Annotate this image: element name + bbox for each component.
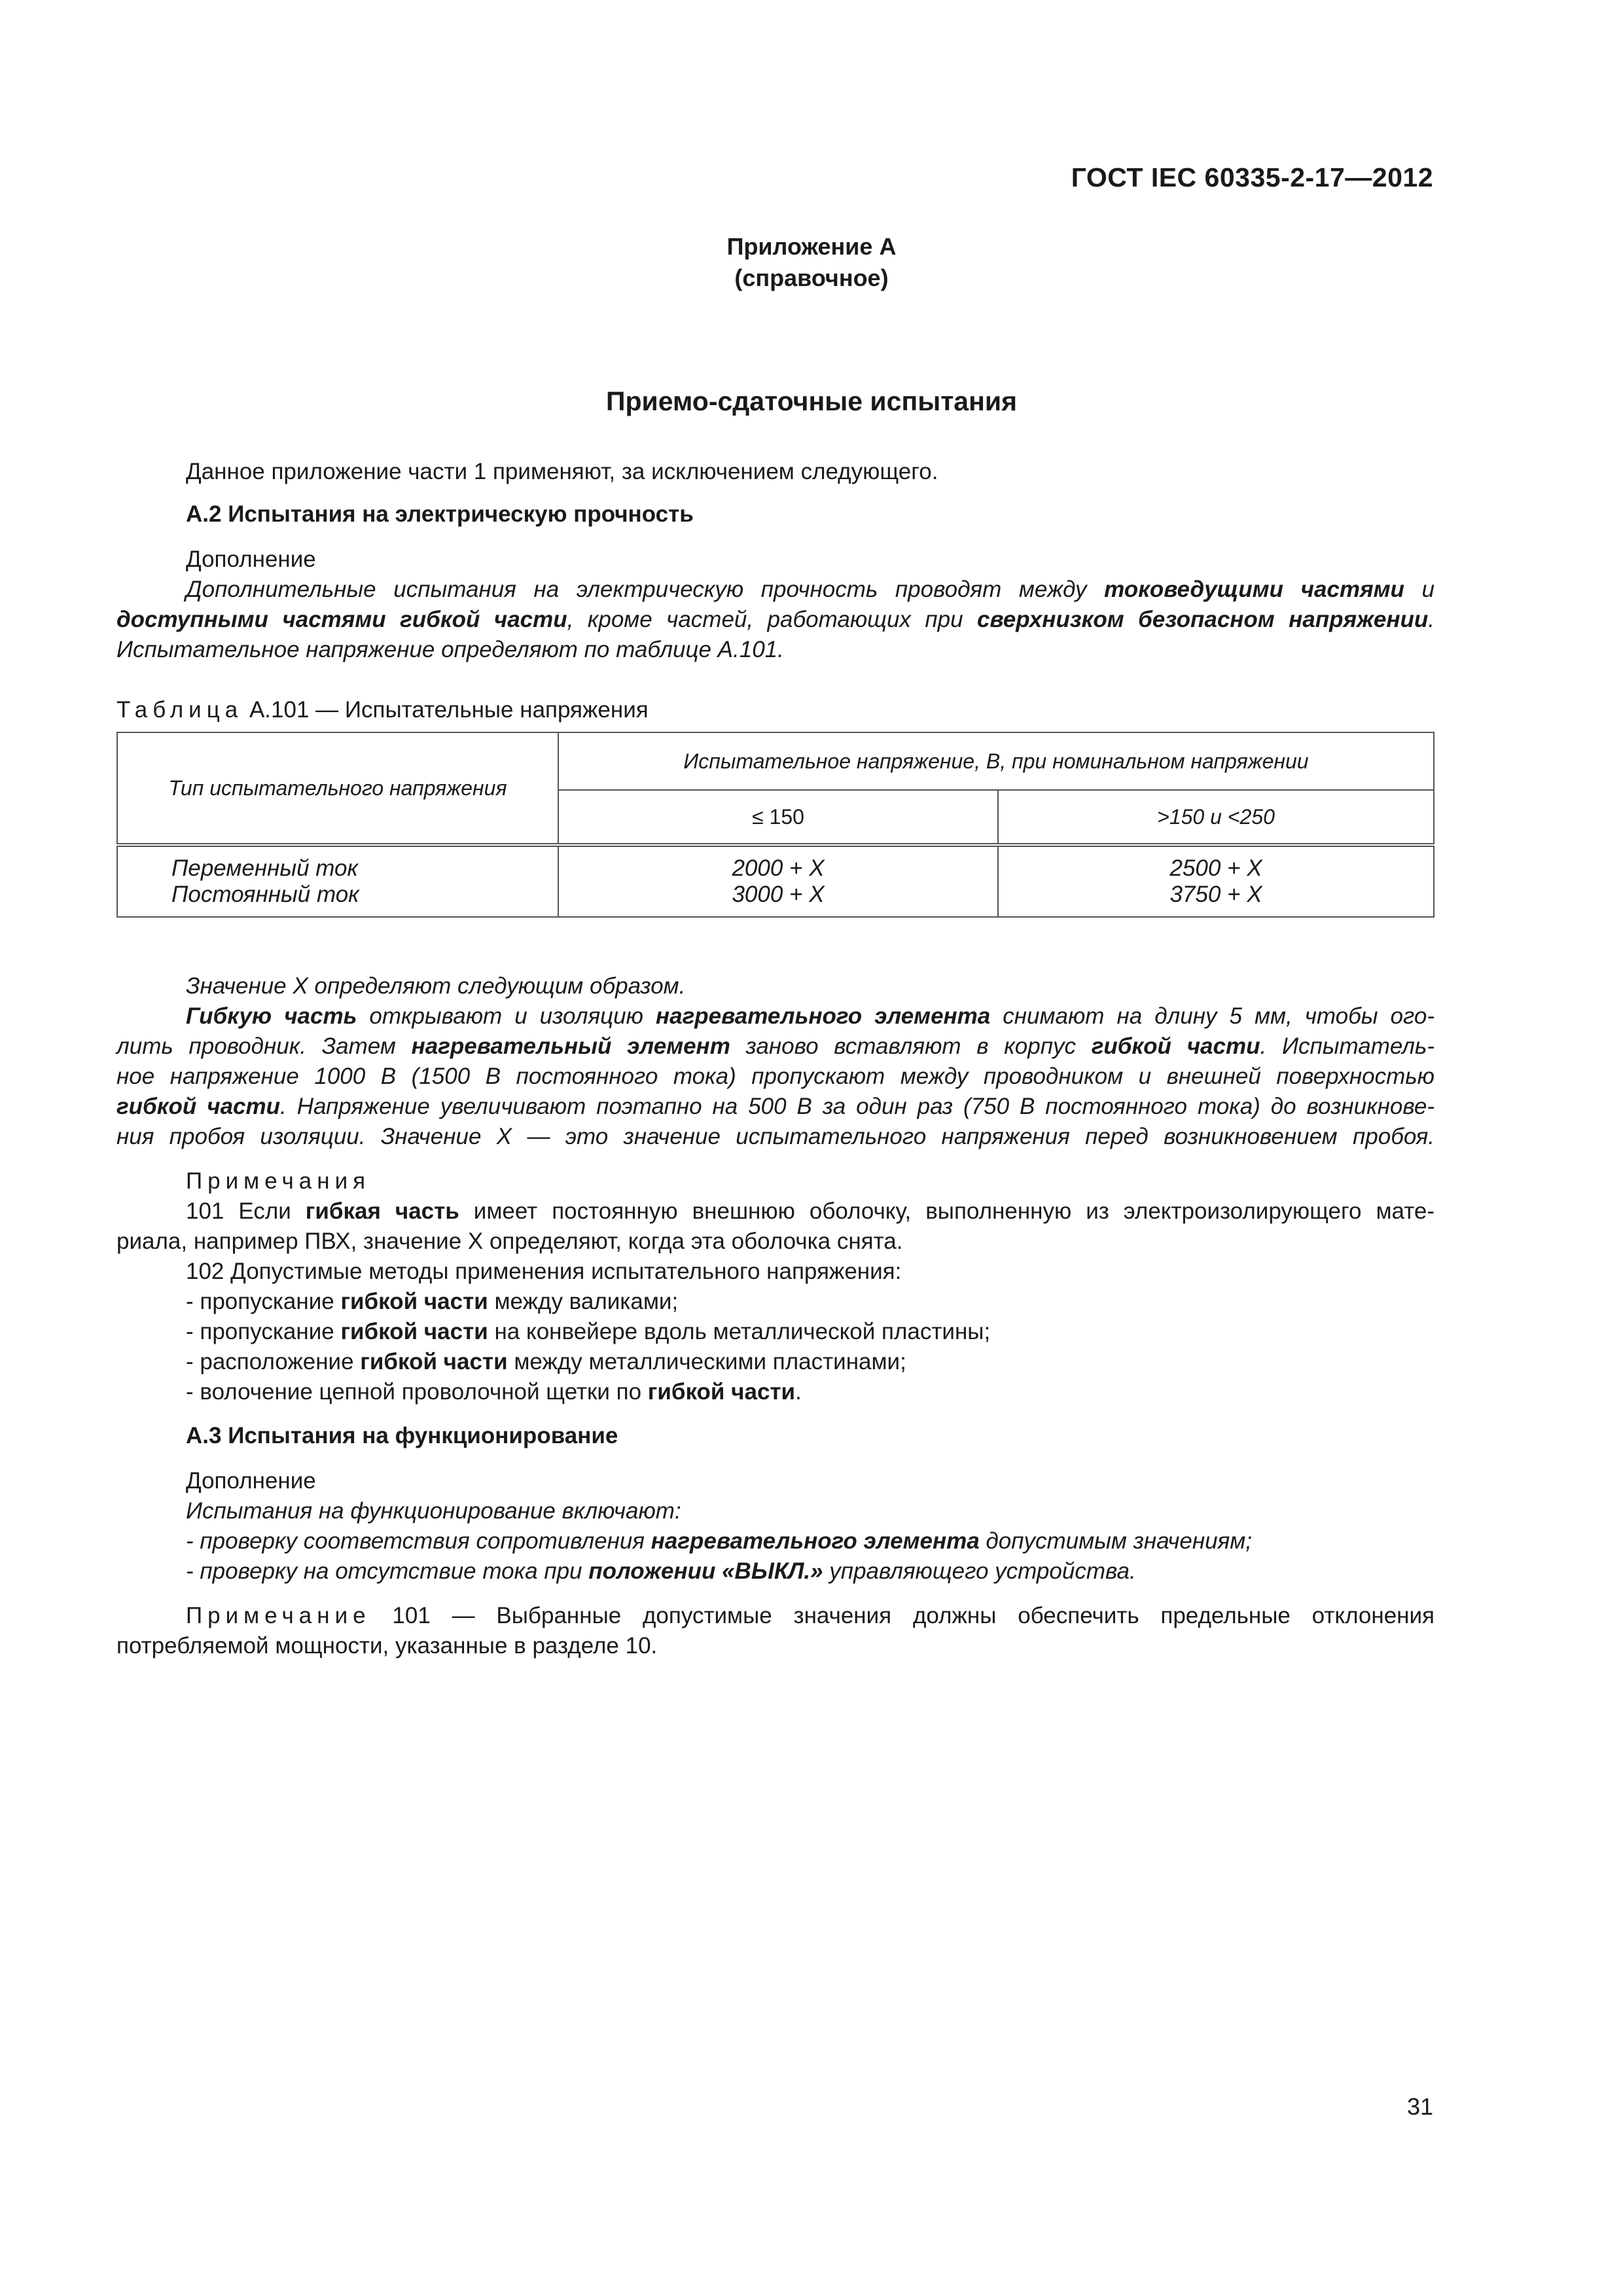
a2-paragraph-line3: Испытательное напряжение определяют по таблице А.101.	[116, 637, 784, 662]
annex-title: Приложение А	[726, 233, 897, 260]
a3-addition-label: Дополнение	[186, 1468, 316, 1494]
list-item: - пропускание гибкой части между валиками;	[186, 1289, 679, 1314]
header-col-le150: ≤ 150	[558, 790, 998, 845]
row-type-ac: Переменный ток	[171, 855, 359, 881]
header-voltage-type: Тип испытательного напряжения	[117, 732, 558, 845]
row-type-dc: Постоянный ток	[171, 882, 359, 907]
cell-le150	[558, 845, 998, 917]
page-number: 31	[1406, 2093, 1433, 2120]
table-row	[117, 845, 1434, 917]
test-voltage-table	[116, 732, 1435, 918]
header-col-150-250: >150 и <250	[998, 790, 1434, 845]
a3-note-line2: потребляемой мощности, указанные в разделе 10.	[116, 1633, 658, 1659]
intro-text: Данное приложение части 1 применяют, за исключением следующего.	[186, 459, 938, 484]
xdef-line3: лить проводник. Затем нагревательный элемент заново вставляют в корпус гибкой части. Испытатель-	[116, 1033, 1435, 1059]
document-code: ГОСТ IEC 60335-2-17—2012	[1071, 162, 1433, 192]
xdef-line6: ния пробоя изоляции. Значение X — это значение испытательного напряжения перед возникновением пробоя.	[116, 1124, 1435, 1149]
a3-line1: Испытания на функционирование включают:	[186, 1498, 681, 1524]
xdef-line2: Гибкую часть открывают и изоляцию нагревательного элемента снимают на длину 5 мм, чтобы ого-	[186, 1003, 1435, 1029]
xdef-line1: Значение X определяют следующим образом.	[186, 973, 686, 999]
cell-150-250	[998, 845, 1434, 917]
xdef-line4: ное напряжение 1000 В (1500 В постоянного тока) пропускают между проводником и внешней поверхностью	[116, 1064, 1435, 1089]
table-caption: Таблица А.101 — Испытательные напряжения	[116, 697, 649, 723]
header-voltage-group: Испытательное напряжение, В, при номинальном напряжении	[558, 732, 1434, 790]
note-101-line2: риала, например ПВХ, значение X определяют, когда эта оболочка снята.	[116, 1229, 903, 1254]
annex-subtitle: (справочное)	[734, 264, 889, 291]
ac-le150: 2000 + X	[732, 855, 825, 881]
a2-addition-label: Дополнение	[186, 547, 316, 572]
dc-150-250: 3750 + X	[1169, 882, 1262, 907]
a3-line3: - проверку на отсутствие тока при положении «ВЫКЛ.» управляющего устройства.	[186, 1558, 1136, 1584]
a2-paragraph-line2: доступными частями гибкой части, кроме частей, работающих при сверхнизком безопасном напряжении.	[116, 607, 1435, 632]
notes-label: Примечания	[186, 1168, 371, 1194]
heading-a3: А.3 Испытания на функционирование	[186, 1423, 618, 1448]
heading-a2: А.2 Испытания на электрическую прочность	[186, 501, 694, 527]
a3-note-line1: Примечание 101 — Выбранные допустимые значения должны обеспечить предельные отклонения	[186, 1603, 1435, 1628]
a2-paragraph-line1: Дополнительные испытания на электрическую прочность проводят между токоведущими частями и	[186, 577, 1435, 602]
list-item: - расположение гибкой части между металлическими пластинами;	[186, 1349, 906, 1374]
a3-line2: - проверку соответствия сопротивления нагревательного элемента допустимым значениям;	[186, 1528, 1252, 1554]
ac-150-250: 2500 + X	[1169, 855, 1262, 881]
list-item: - пропускание гибкой части на конвейере вдоль металлической пластины;	[186, 1319, 991, 1344]
note-102: 102 Допустимые методы применения испытательного напряжения:	[186, 1259, 902, 1284]
note-101-line1: 101 Если гибкая часть имеет постоянную внешнюю оболочку, выполненную из электроизолирующего мате-	[186, 1198, 1435, 1224]
list-item: - волочение цепной проволочной щетки по гибкой части.	[186, 1379, 802, 1405]
section-title: Приемо-сдаточные испытания	[606, 386, 1017, 416]
dc-le150: 3000 + X	[732, 882, 825, 907]
cell-type	[117, 845, 558, 917]
xdef-line5: гибкой части. Напряжение увеличивают поэтапно на 500 В за один раз (750 В постоянного тока) до возникнове-	[116, 1094, 1435, 1119]
